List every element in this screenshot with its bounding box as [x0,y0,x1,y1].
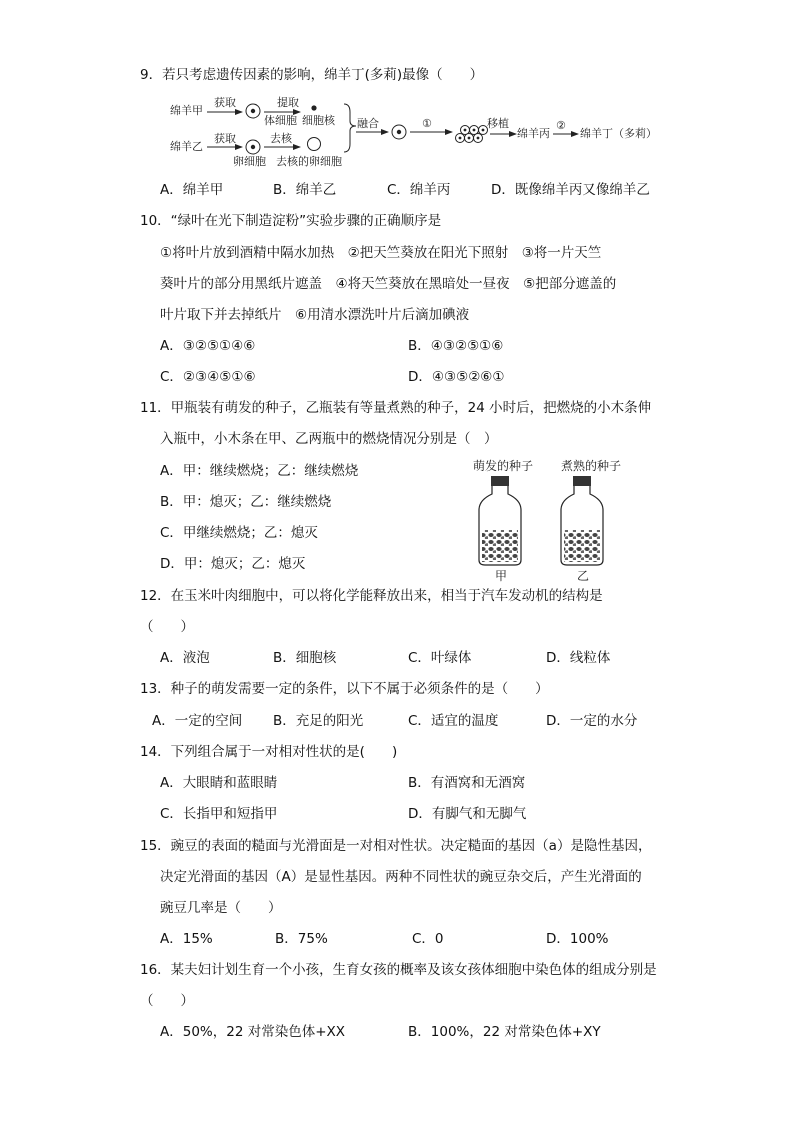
label-step1: ① [422,117,432,130]
q11-stem-line-2: 入瓶中，小木条在甲、乙两瓶中的燃烧情况分别是（ ） [160,431,498,447]
label-egg-cell: 卵细胞 [233,155,266,168]
label-germinating-seeds: 萌发的种子 [473,459,534,473]
q15-option-a[interactable]: A．15% [160,931,213,947]
q9-option-a[interactable]: A．绵羊甲 [160,182,224,198]
label-bottle-yi: 乙 [577,569,590,583]
q16-answer-paren: （ ） [140,993,194,1009]
label-somatic-cell: 体细胞 [264,114,297,127]
label-sheep-d: 绵羊丁（多莉） [580,127,657,140]
label-sheep-a: 绵羊甲 [170,104,203,117]
label-bottle-jia: 甲 [495,569,508,583]
q12-option-b[interactable]: B．细胞核 [273,650,337,666]
label-enucleated-egg: 去核的卵细胞 [276,155,342,168]
q10-option-d[interactable]: D．④③⑤②⑥① [408,369,505,385]
q14-option-d[interactable]: D．有脚气和无脚气 [408,806,527,822]
q14-option-a[interactable]: A．大眼睛和蓝眼睛 [160,775,278,791]
q9-stem: 9．若只考虑遗传因素的影响，绵羊丁(多莉)最像（ ） [140,67,484,83]
q10-stem: 10．“绿叶在光下制造淀粉”实验步骤的正确顺序是 [140,213,442,229]
q10-step-line-1: ①将叶片放到酒精中隔水加热 ②把天竺葵放在阳光下照射 ③将一片天竺 [160,245,602,261]
q9-option-d[interactable]: D．既像绵羊丙又像绵羊乙 [491,182,650,198]
q11-stem-line-1: 11．甲瓶装有萌发的种子，乙瓶装有等量煮熟的种子，24 小时后，把燃烧的小木条伸 [140,400,652,416]
q10-option-b[interactable]: B．④③②⑤①⑥ [408,338,504,354]
q14-option-c[interactable]: C．长指甲和短指甲 [160,806,278,822]
label-sheep-c: 绵羊丙 [517,127,550,140]
label-obtain-2: 获取 [214,132,236,145]
q12-option-a[interactable]: A．液泡 [160,650,210,666]
q12-stem: 12．在玉米叶肉细胞中，可以将化学能释放出来，相当于汽车发动机的结构是 [140,588,603,604]
label-nucleus: 细胞核 [302,114,335,127]
q16-stem: 16．某夫妇计划生育一个小孩，生育女孩的概率及该女孩体细胞中染色体的组成分别是 [140,962,657,978]
q11-option-b[interactable]: B．甲：熄灭；乙：继续燃烧 [160,494,332,510]
q9-option-c[interactable]: C．绵羊丙 [387,182,451,198]
label-extract: 提取 [277,96,299,109]
q15-stem-line-1: 15．豌豆的表面的糙面与光滑面是一对相对性状。决定糙面的基因（a）是隐性基因， [140,838,652,854]
q15-option-d[interactable]: D．100% [546,931,609,947]
q12-option-c[interactable]: C．叶绿体 [408,650,472,666]
q15-option-b[interactable]: B．75% [275,931,328,947]
q16-option-b[interactable]: B．100%，22 对常染色体+XY [408,1024,601,1040]
q10-option-a[interactable]: A．③②⑤①④⑥ [160,338,256,354]
q12-option-d[interactable]: D．线粒体 [546,650,611,666]
q12-answer-paren: （ ） [140,619,194,635]
q15-option-c[interactable]: C．0 [412,931,444,947]
q11-option-a[interactable]: A．甲：继续燃烧；乙：继续燃烧 [160,463,359,479]
q9-option-b[interactable]: B．绵羊乙 [273,182,337,198]
q15-stem-line-3: 豌豆几率是（ ） [160,900,282,916]
q13-stem: 13．种子的萌发需要一定的条件，以下不属于必须条件的是（ ） [140,681,549,697]
label-transplant: 移植 [487,117,509,130]
label-step2: ② [556,119,566,132]
label-obtain-1: 获取 [214,96,236,109]
q13-option-b[interactable]: B．充足的阳光 [273,713,364,729]
q16-option-a[interactable]: A．50%，22 对常染色体+XX [160,1024,346,1040]
q10-step-line-2: 葵叶片的部分用黑纸片遮盖 ④将天竺葵放在黑暗处一昼夜 ⑤把部分遮盖的 [160,276,617,292]
label-boiled-seeds: 煮熟的种子 [561,459,622,473]
bottle-yi-icon [561,476,603,565]
label-fusion: 融合 [357,117,379,130]
q13-option-d[interactable]: D．一定的水分 [546,713,638,729]
q14-option-b[interactable]: B．有酒窝和无酒窝 [408,775,526,791]
label-sheep-b: 绵羊乙 [170,140,203,153]
q10-step-line-3: 叶片取下并去掉纸片 ⑥用清水漂洗叶片后滴加碘液 [160,307,470,323]
q14-stem: 14．下列组合属于一对相对性状的是( ) [140,744,398,760]
q13-option-c[interactable]: C．适宜的温度 [408,713,499,729]
q10-option-c[interactable]: C．②③④⑤①⑥ [160,369,256,385]
q11-option-c[interactable]: C．甲继续燃烧；乙：熄灭 [160,525,318,541]
q13-option-a[interactable]: A．一定的空间 [152,713,243,729]
q11-option-d[interactable]: D．甲：熄灭；乙：熄灭 [160,556,306,572]
q15-stem-line-2: 决定光滑面的基因（A）是显性基因。两种不同性状的豌豆杂交后，产生光滑面的 [160,869,642,885]
label-remove-nucleus: 去核 [270,132,292,145]
bottle-jia-icon [479,476,521,565]
